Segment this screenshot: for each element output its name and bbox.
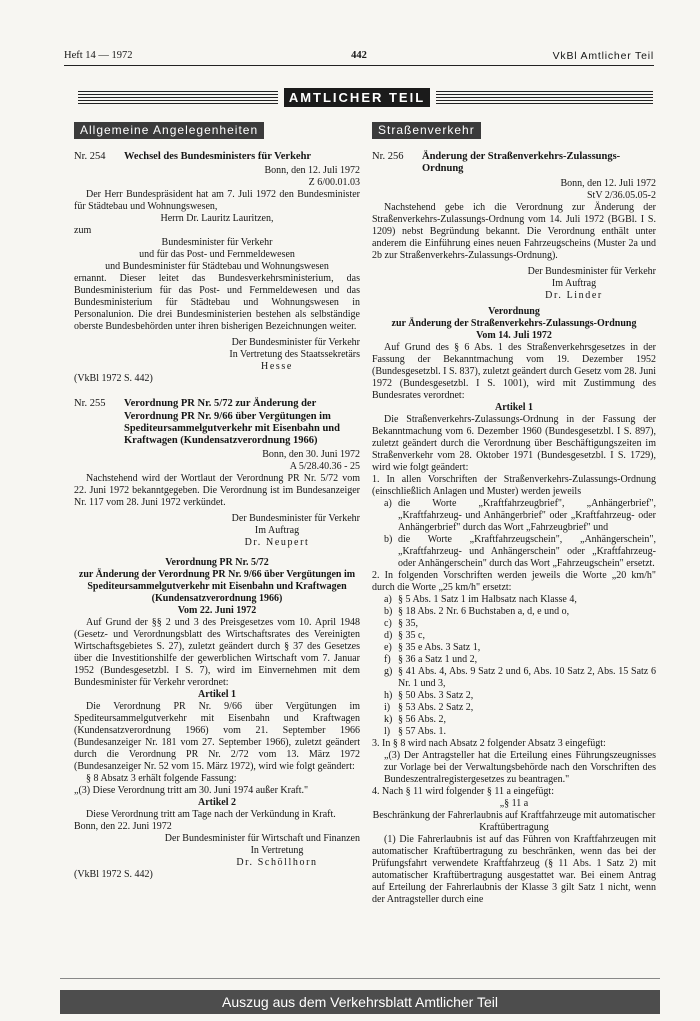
list-marker: g) bbox=[384, 665, 393, 677]
section-title: Beschränkung der Fahrerlaubnis auf Kraftfahrzeuge mit automatischer Kraftübertragung bbox=[372, 809, 656, 833]
section-banner bbox=[78, 88, 653, 107]
banner-stripes-left bbox=[78, 91, 278, 104]
notice-254 bbox=[74, 151, 360, 385]
signature-name: Dr. Neupert bbox=[244, 536, 310, 548]
paragraph: ernannt. Dieser leitet das Bundesverkehrsministerium, das Bundesministerium für das Post- und Fernmeldewesen und das Bundesministerium für Städtebau und Wohnungswesen in Personalunion. Die drei Bundesministerien bestehen als selbständige oberste Bundesbehörden unter ihren bisherigen Bezeichnungen weiter. bbox=[74, 273, 360, 333]
place-date: Bonn, den 22. Juni 1972 bbox=[74, 820, 172, 832]
list-marker: d) bbox=[384, 629, 393, 641]
list-marker: l) bbox=[384, 725, 391, 737]
footer-caption: Auszug aus dem Verkehrsblatt Amtlicher Teil bbox=[60, 990, 660, 1014]
notice-reference: Z 6/00.01.03 bbox=[308, 177, 360, 189]
appointee-name: Herrn Dr. Lauritz Lauritzen, bbox=[160, 213, 274, 225]
right-column bbox=[372, 122, 656, 906]
source-ref: (VkBl 1972 S. 442) bbox=[74, 868, 153, 880]
article-heading: Artikel 1 bbox=[494, 401, 534, 413]
signature-line: In Vertretung bbox=[250, 844, 304, 856]
list-text: § 53 Abs. 2 Satz 2, bbox=[398, 701, 474, 713]
sublist bbox=[372, 594, 656, 738]
list-text: die Worte „Kraftfahrzeugschein", „Anhängerschein", „Kraftfahrzeug- und Anhängerschein" oder „Kraftfahrzeug- oder Anhängerschein" durch das Wort „Fahrzeugschein" ersetzt. bbox=[398, 533, 656, 569]
notice-number: Nr. 255 bbox=[74, 398, 106, 410]
list-item bbox=[384, 630, 656, 642]
list-marker: i) bbox=[384, 701, 391, 713]
paragraph: Die Straßenverkehrs-Zulassungs-Ordnung in der Fassung der Bekanntmachung vom 6. Dezember 1960 (Bundesgesetzbl. I S. 897), zuletzt geändert durch die Verordnung über Beschäftigungszeiten im Straßenverkehr vom 28. Oktober 1971 (Bundesgesetzbl. I S. 1729), wird wie folgt geändert: bbox=[372, 413, 656, 473]
paragraph: § 8 Absatz 3 erhält folgende Fassung: bbox=[86, 772, 237, 784]
paragraph: (1) Die Fahrerlaubnis ist auf das Führen von Kraftfahrzeugen mit automatischer Kraftübertragung zu beschränken, wenn das bei der Prüfungsfahrt verwendete Kraftfahrzeug (§ 11 Abs. 1 Satz 2) mit automatischer Kraftübertragung ausgestattet war. Bei einem Antrag auf Erteilung der Fahrerlaubnis der Klasse 3 gilt Satz 1 nicht, wenn der Antragsteller durch eine bbox=[372, 833, 656, 905]
banner-stripes-right bbox=[436, 91, 653, 104]
notice-255 bbox=[74, 398, 360, 880]
notice-number: Nr. 256 bbox=[372, 151, 404, 163]
section-symbol: „§ 11 a bbox=[499, 797, 529, 809]
list-text: § 56 Abs. 2, bbox=[398, 713, 447, 725]
notice-title: Verordnung PR Nr. 5/72 zur Änderung der Verordnung PR Nr. 9/66 über Vergütungen im Spediteursammelgutverkehr mit Eisenbahn und Kraftwagen (Kundensatzverordnung 1966) bbox=[124, 398, 340, 446]
left-column bbox=[74, 122, 360, 881]
signature-line: In Vertretung des Staatssekretärs bbox=[229, 349, 360, 361]
list-item bbox=[384, 654, 656, 666]
list-text: die Worte „Kraftfahrzeugbrief", „Anhängerbrief", „Kraftfahrzeug- und Anhängerbrief" oder „Kraftfahrzeug- oder Anhängerbrief" durch das Wort „Fahrzeugbrief" und bbox=[398, 497, 656, 533]
regulation-date: Vom 14. Juli 1972 bbox=[476, 329, 552, 341]
signature-line: Im Auftrag bbox=[551, 277, 597, 289]
signature-line: Der Bundesminister für Verkehr bbox=[527, 265, 656, 277]
list-item bbox=[384, 726, 656, 738]
list-text: § 35 e Abs. 3 Satz 1, bbox=[398, 641, 481, 653]
journal-label: VkBl Amtlicher Teil bbox=[552, 50, 654, 62]
list-item bbox=[384, 714, 656, 726]
list-item bbox=[384, 534, 656, 570]
notice-date: Bonn, den 30. Juni 1972 bbox=[262, 448, 360, 460]
regulation-title: Verordnung bbox=[488, 305, 540, 317]
notice-title: Änderung der Straßenverkehrs-Zulassungs-Ordnung bbox=[422, 151, 621, 175]
regulation-subtitle: zur Änderung der Verordnung PR Nr. 9/66 über Vergütungen im Spediteursammelgutverkehr mit Eisenbahn und Kraftwagen (Kundensatzverordnung 1966) bbox=[78, 568, 356, 604]
list-item bbox=[384, 594, 656, 606]
notice-date: Bonn, den 12. Juli 1972 bbox=[560, 177, 656, 189]
list-text: § 41 Abs. 4, Abs. 9 Satz 2 und 6, Abs. 10 Satz 2, Abs. 15 Satz 6 Nr. 1 und 3, bbox=[398, 665, 656, 689]
list-item bbox=[384, 690, 656, 702]
signature-line: Der Bundesminister für Wirtschaft und Finanzen bbox=[164, 832, 360, 844]
notice-heading bbox=[74, 398, 360, 446]
notice-date: Bonn, den 12. Juli 1972 bbox=[264, 165, 360, 177]
notice-256 bbox=[372, 151, 656, 905]
signature-line: Im Auftrag bbox=[254, 524, 300, 536]
source-ref: (VkBl 1972 S. 442) bbox=[74, 373, 153, 385]
list-text: § 35 c, bbox=[398, 629, 425, 641]
signature-name: Dr. Schöllhorn bbox=[236, 856, 318, 868]
notice-title: Wechsel des Bundesministers für Verkehr bbox=[124, 151, 312, 163]
article-heading: Artikel 2 bbox=[197, 796, 237, 808]
list-marker: c) bbox=[384, 617, 392, 629]
paragraph: Auf Grund der §§ 2 und 3 des Preisgesetzes vom 10. April 1948 (Gesetz- und Verordnungsblatt des Wirtschaftsrates des Vereinigten Wirtschaftsgebietes S. 27), zuletzt geändert durch § 37 des Gesetzes über die Investitionshilfe der gewerblichen Wirtschaft vom 7. Januar 1952 (Bundesgesetzbl. I S. 7), wird im Einvernehmen mit dem Bundesminister für Verkehr verordnet: bbox=[74, 616, 360, 688]
paragraph: Nachstehend wird der Wortlaut der Verordnung PR Nr. 5/72 vom 22. Juni 1972 bekanntgegeben. Die Verordnung ist im Bundesanzeiger Nr. 117 vom 28. Juni 1972 verkündet. bbox=[74, 472, 360, 508]
list-text: § 5 Abs. 1 Satz 1 im Halbsatz nach Klasse 4, bbox=[398, 593, 577, 605]
notice-heading bbox=[74, 151, 360, 163]
regulation-date: Vom 22. Juni 1972 bbox=[177, 604, 257, 616]
paragraph: „(3) Diese Verordnung tritt am 30. Juni 1974 außer Kraft." bbox=[74, 784, 309, 796]
office-line: und für das Post- und Fernmeldewesen bbox=[139, 249, 295, 261]
list-item: 2. In folgenden Vorschriften werden jeweils die Worte „20 km/h" durch die Worte „25 km/h" ersetzt: bbox=[372, 569, 656, 593]
list-item: 3. In § 8 wird nach Absatz 2 folgender Absatz 3 eingefügt: bbox=[372, 737, 606, 749]
list-item bbox=[384, 618, 656, 630]
regulation-subtitle: zur Änderung der Straßenverkehrs-Zulassungs-Ordnung bbox=[391, 317, 637, 329]
list-item: 4. Nach § 11 wird folgender § 11 a eingefügt: bbox=[372, 785, 554, 797]
list-text: § 57 Abs. 1. bbox=[398, 725, 447, 737]
paragraph: Die Verordnung PR Nr. 9/66 über Vergütungen im Spediteursammelgutverkehr mit Eisenbahn und Kraftwagen (Kundensatzverordnung 1966) vom 21. September 1966 (Bundesanzeiger Nr. 181 vom 27. September 1966), zuletzt geändert durch die Verordnung PR Nr. 2/72 vom 13. März 1972 (Bundesanzeiger Nr. 52 vom 15. März 1972), wird wie folgt geändert: bbox=[74, 700, 360, 772]
page-number: 442 bbox=[351, 50, 367, 61]
list-marker: b) bbox=[384, 605, 393, 617]
sublist bbox=[372, 498, 656, 570]
office-line: und Bundesminister für Städtebau und Wohnungswesen bbox=[105, 261, 329, 273]
list-marker: a) bbox=[384, 593, 392, 605]
list-marker: f) bbox=[384, 653, 391, 665]
signature-line: Der Bundesminister für Verkehr bbox=[231, 337, 360, 349]
header-rule bbox=[64, 65, 654, 66]
signature-line: Der Bundesminister für Verkehr bbox=[231, 512, 360, 524]
footer-rule bbox=[60, 978, 660, 979]
section-heading-road-traffic: Straßenverkehr bbox=[372, 122, 481, 139]
signature-name: Dr. Linder bbox=[545, 289, 603, 301]
notice-reference: A 5/28.40.36 - 25 bbox=[289, 460, 360, 472]
issue-label: Heft 14 — 1972 bbox=[64, 50, 133, 61]
list-item bbox=[384, 702, 656, 714]
office-line: Bundesminister für Verkehr bbox=[161, 237, 273, 249]
text-line: zum bbox=[74, 225, 92, 237]
list-item bbox=[384, 666, 656, 690]
list-item bbox=[384, 642, 656, 654]
list-marker: a) bbox=[384, 497, 392, 509]
paragraph: Nachstehend gebe ich die Verordnung zur Änderung der Straßenverkehrs-Zulassungs-Ordnung vom 14. Juli 1972 (BGBl. I S. 1209) nebst Begründung bekannt. Die Verordnung enthält unter anderem die Einführung eines neuen Fahrzeugscheins (Muster 2a und 2b zur Straßenverkehrs-Zulassungs-Ordnung). bbox=[372, 201, 656, 261]
list-item bbox=[384, 498, 656, 534]
list-item bbox=[384, 606, 656, 618]
notice-reference: StV 2/36.05.05-2 bbox=[587, 189, 656, 201]
page-header bbox=[64, 50, 654, 64]
list-text: § 18 Abs. 2 Nr. 6 Buchstaben a, d, e und o, bbox=[398, 605, 570, 617]
list-text: § 36 a Satz 1 und 2, bbox=[398, 653, 478, 665]
paragraph: Diese Verordnung tritt am Tage nach der Verkündung in Kraft. bbox=[86, 808, 336, 820]
section-heading-general: Allgemeine Angelegenheiten bbox=[74, 122, 264, 139]
list-text: § 50 Abs. 3 Satz 2, bbox=[398, 689, 474, 701]
list-item: 1. In allen Vorschriften der Straßenverkehrs-Zulassungs-Ordnung (einschließlich Anlagen und Muster) werden jeweils bbox=[372, 473, 656, 497]
list-marker: e) bbox=[384, 641, 392, 653]
article-heading: Artikel 1 bbox=[197, 688, 237, 700]
signature-name: Hesse bbox=[261, 361, 293, 373]
regulation-title: Verordnung PR Nr. 5/72 bbox=[165, 556, 269, 568]
list-text: § 35, bbox=[398, 617, 418, 629]
paragraph: Auf Grund des § 6 Abs. 1 des Straßenverkehrsgesetzes in der Fassung der Bekanntmachung vom 19. Dezember 1952 (Bundesgesetzbl. I S. 837), zuletzt geändert durch Gesetz vom 28. Juni 1972 (Bundesgesetzbl. I S. 1001), wird mit Zustimmung des Bundesrates verordnet: bbox=[372, 341, 656, 401]
notice-heading bbox=[372, 151, 656, 175]
quoted-paragraph: „(3) Der Antragsteller hat die Erteilung eines Führungszeugnisses zur Vorlage bei der Verwaltungsbehörde nach den Vorschriften des Bundeszentralregistergesetzes zu beantragen." bbox=[384, 749, 656, 785]
paragraph: Der Herr Bundespräsident hat am 7. Juli 1972 den Bundesminister für Städtebau und Wohnungswesen, bbox=[74, 189, 360, 213]
notice-number: Nr. 254 bbox=[74, 151, 106, 163]
list-marker: k) bbox=[384, 713, 393, 725]
list-marker: b) bbox=[384, 533, 393, 545]
banner-title: AMTLICHER TEIL bbox=[284, 88, 430, 107]
list-marker: h) bbox=[384, 689, 393, 701]
